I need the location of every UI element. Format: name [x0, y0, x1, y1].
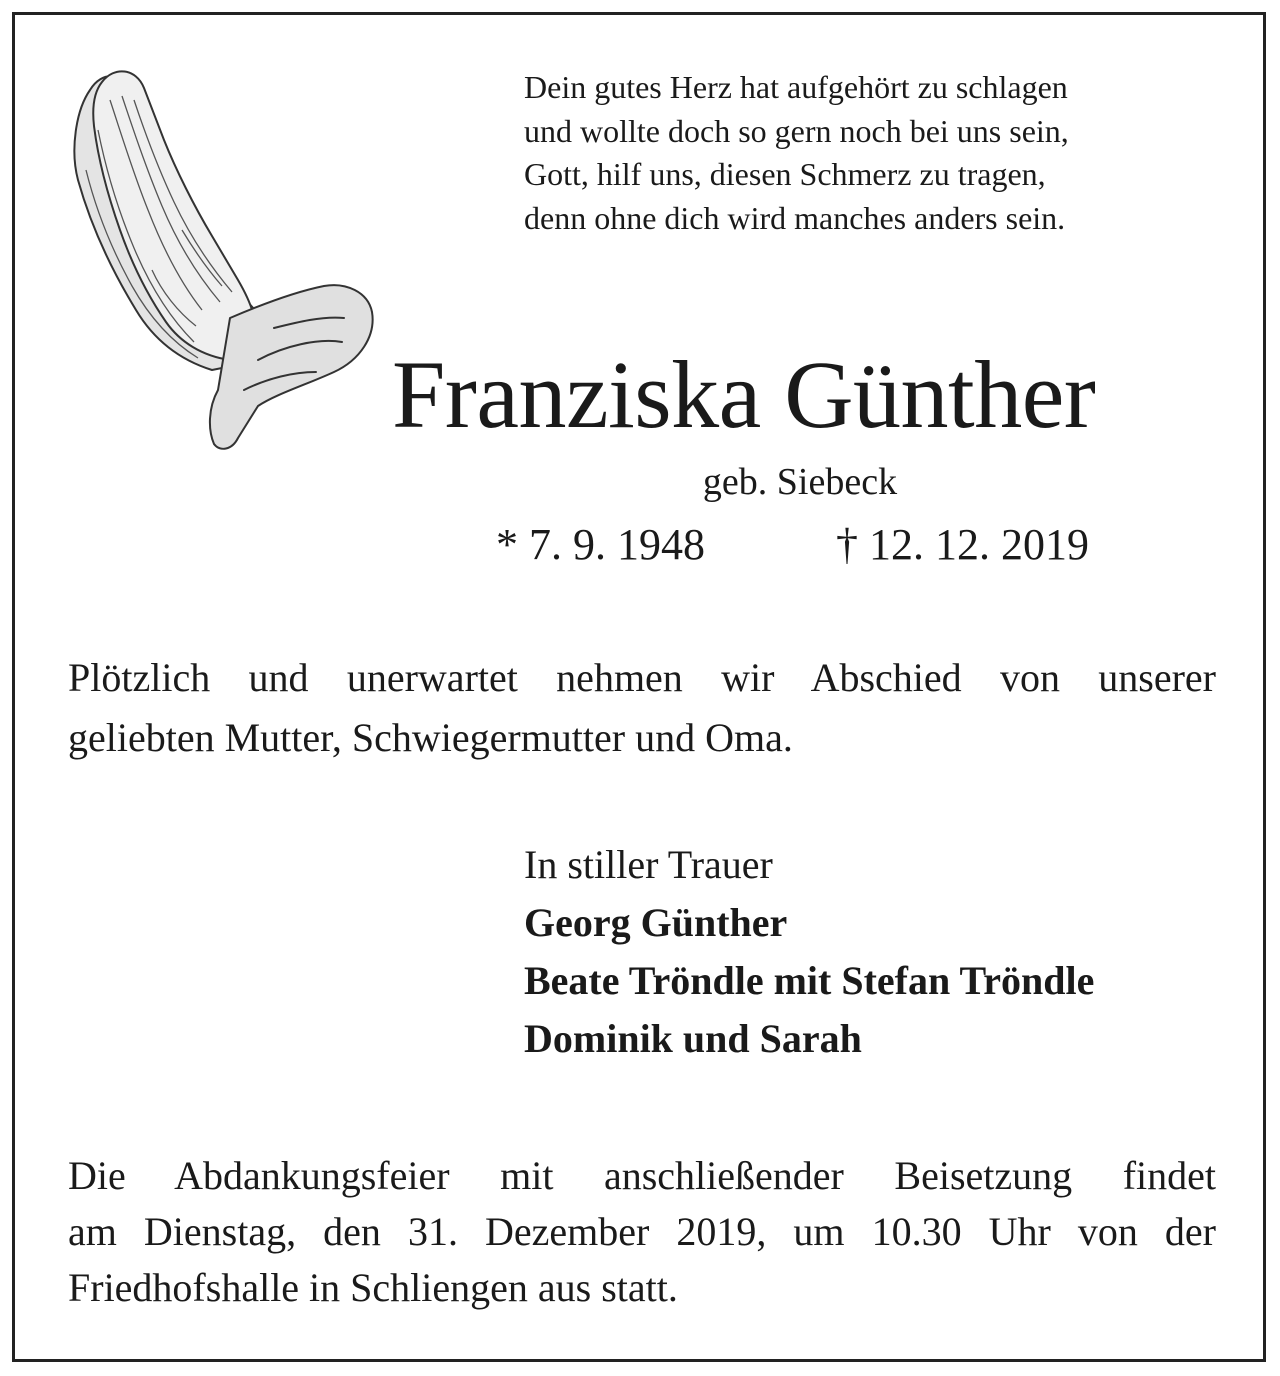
maiden-name: geb. Siebeck [702, 461, 898, 503]
mourning-heading: In stiller Trauer [524, 842, 773, 887]
death-date: † 12. 12. 2019 [836, 520, 1089, 569]
poem-line: Gott, hilf uns, diesen Schmerz zu tragen, [524, 156, 1046, 192]
mourners-block [524, 836, 1224, 1068]
mourner-name: Dominik und Sarah [524, 1016, 862, 1061]
praying-hands-icon [62, 60, 380, 458]
birth-date: * 7. 9. 1948 [496, 520, 705, 569]
poem-line: Dein gutes Herz hat aufgehört zu schlagen [524, 69, 1068, 105]
farewell-line: geliebten Mutter, Schwiegermutter und Oma. [68, 715, 793, 760]
funeral-notice [68, 1148, 1216, 1316]
farewell-text [68, 648, 1216, 768]
mourner-name: Beate Tröndle mit Stefan Tröndle [524, 958, 1095, 1003]
poem-line: denn ohne dich wird manches anders sein. [524, 199, 1066, 236]
poem [524, 66, 1224, 240]
deceased-name: Franziska Günther [392, 341, 1096, 448]
notice-line: Friedhofshalle in Schliengen aus statt. [68, 1265, 678, 1310]
farewell-line: Plötzlich und unerwartet nehmen wir Abschied von unserer [68, 655, 1216, 700]
notice-line: am Dienstag, den 31. Dezember 2019, um 10.30 Uhr von der [68, 1209, 1216, 1254]
mourner-name: Georg Günther [524, 900, 788, 945]
poem-line: und wollte doch so gern noch bei uns sein, [524, 112, 1069, 149]
notice-line: Die Abdankungsfeier mit anschließender Beisetzung findet [68, 1153, 1216, 1198]
